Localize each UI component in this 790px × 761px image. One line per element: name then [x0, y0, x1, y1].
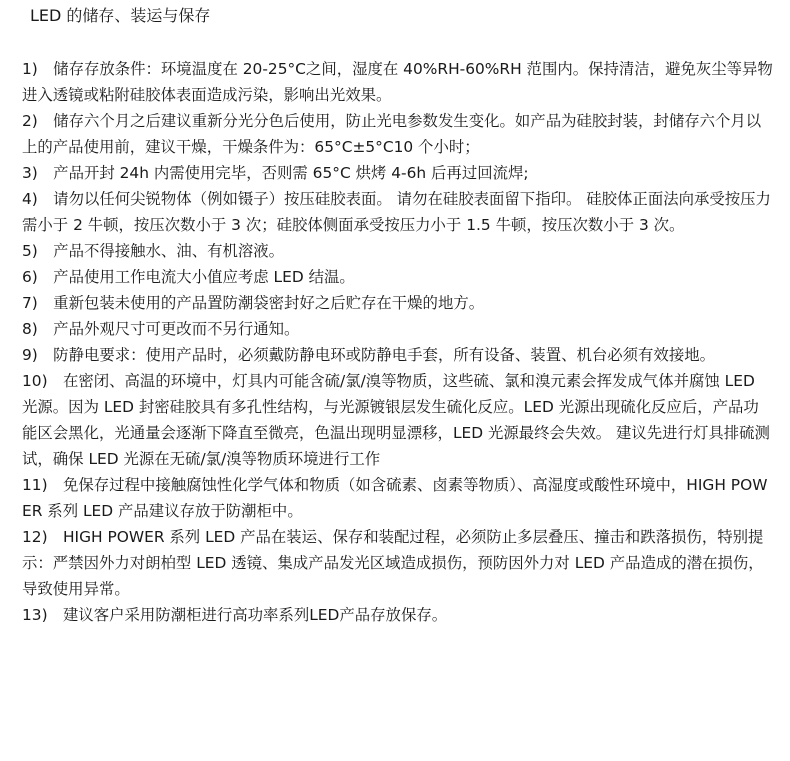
instruction-item-2: 2) 储存六个月之后建议重新分光分色后使用，防止光电参数发生变化。如产品为硅胶封装，封储存六个月以上的产品使用前，建议干燥，干燥条件为：65°C±5°C10 个小时；: [22, 112, 762, 156]
instruction-item-13: 13) 建议客户采用防潮柜进行高功率系列LED产品存放保存。: [22, 606, 448, 624]
instruction-item-6: 6) 产品使用工作电流大小值应考虑 LED 结温。: [22, 268, 355, 286]
storage-instructions-list: [22, 56, 774, 628]
instruction-item-11: 11) 免保存过程中接触腐蚀性化学气体和物质（如含硫素、卤素等物质）、高湿度或酸性环境中，HIGH POWER 系列 LED 产品建议存放于防潮柜中。: [22, 476, 768, 520]
document-title: LED 的储存、装运与保存: [30, 6, 211, 25]
instruction-item-12: 12) HIGH POWER 系列 LED 产品在装运、保存和装配过程，必须防止多层叠压、撞击和跌落损伤，特别提示：严禁因外力对朗柏型 LED 透镜、集成产品发光区域造成损伤，预防因外力对 LED 产品造成的潜在损伤，导致使用异常。: [22, 528, 764, 598]
instruction-item-7: 7) 重新包装未使用的产品置防潮袋密封好之后贮存在干燥的地方。: [22, 294, 485, 312]
instruction-item-3: 3) 产品开封 24h 内需使用完毕，否则需 65°C 烘烤 4-6h 后再过回流焊;: [22, 164, 529, 182]
instruction-item-9: 9) 防静电要求：使用产品时，必须戴防静电环或防静电手套，所有设备、装置、机台必须有效接地。: [22, 346, 715, 364]
instruction-item-10: 10) 在密闭、高温的环境中，灯具内可能含硫/氯/溴等物质，这些硫、氯和溴元素会挥发成气体并腐蚀 LED 光源。因为 LED 封密硅胶具有多孔性结构，与光源镀银层发生硫化反应。LED 光源出现硫化反应后，产品功能区会黑化，光通量会逐渐下降直至微亮，色温出现明显漂移，LED 光源最终会失效。 建议先进行灯具排硫测试，确保 LED 光源在无硫/氯/溴等物质环境进行工作: [22, 372, 770, 468]
instruction-item-5: 5) 产品不得接触水、油、有机溶液。: [22, 242, 285, 260]
instruction-item-8: 8) 产品外观尺寸可更改而不另行通知。: [22, 320, 300, 338]
instruction-item-1: 1) 储存存放条件：环境温度在 20-25°C之间，湿度在 40%RH-60%RH 范围内。保持清洁，避免灰尘等异物进入透镜或粘附硅胶体表面造成污染，影响出光效果。: [22, 60, 773, 104]
instruction-item-4: 4) 请勿以任何尖锐物体（例如镊子）按压硅胶表面。 请勿在硅胶表面留下指印。 硅胶体正面法向承受按压力需小于 2 牛顿，按压次数小于 3 次；硅胶体侧面承受按压力小于 1.5 牛顿，按压次数小于 3 次。: [22, 190, 771, 234]
